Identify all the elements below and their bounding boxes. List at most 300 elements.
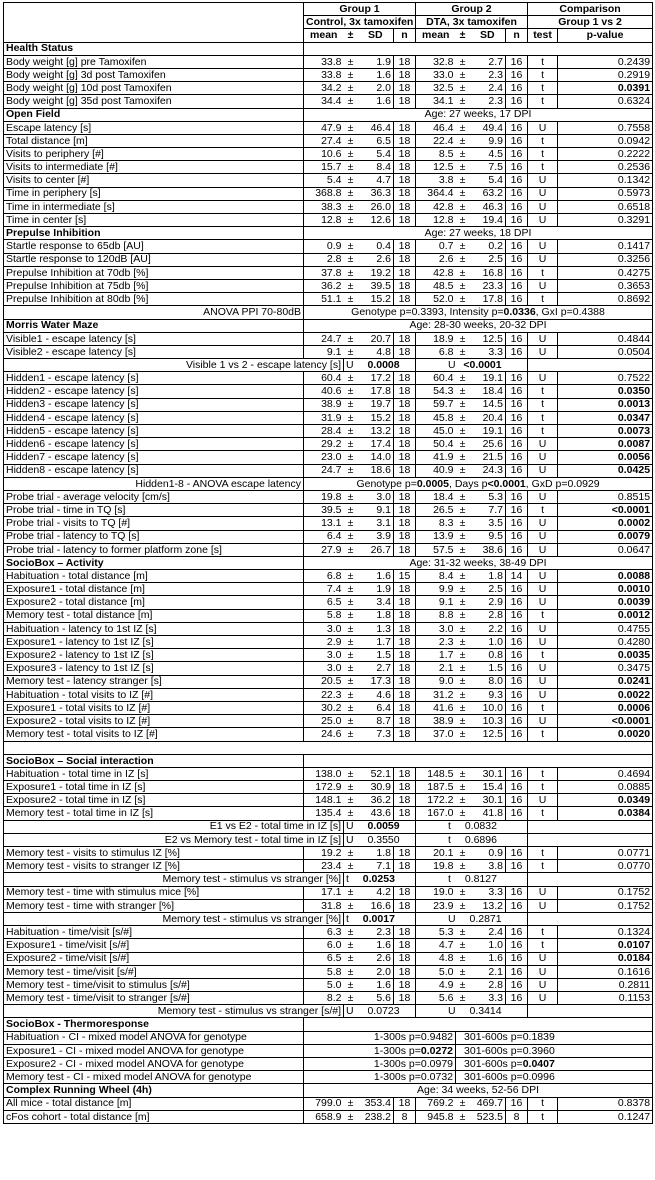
row-label: Habituation - time/visit [s/#]: [4, 926, 304, 939]
group1-n: 18: [394, 490, 416, 503]
group1-pm: ±: [344, 1097, 358, 1110]
p-value: 0.0006: [558, 701, 653, 714]
group1-pm: ±: [344, 438, 358, 451]
test-type: U: [528, 965, 558, 978]
group2-sd: 63.2: [470, 187, 506, 200]
group1-sd: 6.5: [358, 134, 394, 147]
group2-mean: 41.9: [416, 451, 456, 464]
group2-sd: 24.3: [470, 464, 506, 477]
p-value: 0.4755: [558, 622, 653, 635]
group2-pm: ±: [456, 701, 470, 714]
group2-mean: 18.4: [416, 490, 456, 503]
group2-n: 16: [506, 701, 528, 714]
group2-sd: 25.6: [470, 438, 506, 451]
section-header-row: [4, 227, 653, 240]
p-value: <0.0001: [558, 504, 653, 517]
within-p-value: 0.6896: [464, 833, 497, 846]
row-label: Habituation - CI - mixed model ANOVA for genotype: [4, 1031, 304, 1044]
test-type: U: [528, 345, 558, 358]
p-value: <0.0001: [558, 715, 653, 728]
group1-pm: ±: [344, 425, 358, 438]
group1-n: 18: [394, 609, 416, 622]
group2-pm: ±: [456, 926, 470, 939]
test-type: t: [528, 728, 558, 741]
group1-sd: 1.6: [358, 68, 394, 81]
test-type: U: [528, 715, 558, 728]
group1-sd: 12.6: [358, 214, 394, 227]
group1-sd: 2.7: [358, 662, 394, 675]
p-value: 0.2439: [558, 55, 653, 68]
group2-mean: 4.9: [416, 978, 456, 991]
group2-n: 16: [506, 438, 528, 451]
group1-mean: 19.2: [304, 847, 344, 860]
within-p-value: 0.0008: [367, 358, 400, 371]
group2-mean: 12.8: [416, 214, 456, 227]
row-label: Exposure1 - CI - mixed model ANOVA for genotype: [4, 1044, 304, 1057]
section-info: Age: 31-32 weeks, 38-49 DPI: [304, 556, 653, 569]
p-value: 0.0079: [558, 530, 653, 543]
group1-mean: 138.0: [304, 767, 344, 780]
group1-sd: 17.8: [358, 385, 394, 398]
table-row: [4, 701, 653, 714]
group1-sd: 26.0: [358, 200, 394, 213]
spacer-cell: [4, 741, 653, 754]
group1-n: 18: [394, 266, 416, 279]
table-row: [4, 174, 653, 187]
within-p-value: 0.0253: [362, 873, 395, 886]
group2-pm: ±: [456, 332, 470, 345]
row-label: Memory test - total visits to IZ [#]: [4, 728, 304, 741]
table-row: [4, 688, 653, 701]
p-value: 0.1752: [558, 899, 653, 912]
table-row: [4, 675, 653, 688]
col-sd-1: SD: [358, 29, 394, 42]
table-row: [4, 134, 653, 147]
row-label: Probe trial - average velocity [cm/s]: [4, 490, 304, 503]
group1-n: 18: [394, 596, 416, 609]
window-2-result: [456, 1058, 653, 1071]
group2-within-test: [416, 1005, 528, 1018]
within-test-type: t: [448, 833, 451, 846]
thermo-row: [4, 1031, 653, 1044]
section-header-row: [4, 1018, 653, 1031]
group2-sd: 2.8: [470, 978, 506, 991]
test-type: U: [528, 279, 558, 292]
group1-sd: 1.9: [358, 55, 394, 68]
section-header-row: [4, 108, 653, 121]
group1-n: 8: [394, 1110, 416, 1123]
group1-mean: 5.8: [304, 965, 344, 978]
col-sd-2: SD: [470, 29, 506, 42]
row-label: Body weight [g] pre Tamoxifen: [4, 55, 304, 68]
group2-n: 16: [506, 1097, 528, 1110]
group1-n: 18: [394, 55, 416, 68]
group2-n: 16: [506, 425, 528, 438]
group2-n: 16: [506, 992, 528, 1005]
group1-n: 18: [394, 504, 416, 517]
group1-n: 18: [394, 952, 416, 965]
group2-mean: 38.9: [416, 715, 456, 728]
test-type: U: [528, 583, 558, 596]
row-label: Memory test - time/visit to stranger [s/#]: [4, 992, 304, 1005]
p-value: 0.7558: [558, 121, 653, 134]
group2-n: 16: [506, 214, 528, 227]
group1-pm: ±: [344, 939, 358, 952]
group2-sd: 16.8: [470, 266, 506, 279]
group1-mean: 5.4: [304, 174, 344, 187]
group1-sd: 17.3: [358, 675, 394, 688]
group2-mean: 19.0: [416, 886, 456, 899]
group2-pm: ±: [456, 965, 470, 978]
group2-pm: ±: [456, 1097, 470, 1110]
test-type: U: [528, 952, 558, 965]
group1-n: 18: [394, 253, 416, 266]
group1-sd: 7.1: [358, 860, 394, 873]
group2-n: 16: [506, 952, 528, 965]
test-type: t: [528, 266, 558, 279]
group2-sd: 23.3: [470, 279, 506, 292]
group2-mean: 1.7: [416, 649, 456, 662]
spacer-row: [4, 741, 653, 754]
row-label: Habituation - total distance [m]: [4, 570, 304, 583]
p-value: 0.4694: [558, 767, 653, 780]
row-label: Habituation - latency to 1st IZ [s]: [4, 622, 304, 635]
p-value: 0.1324: [558, 926, 653, 939]
within-p-value: 0.0723: [367, 1005, 400, 1018]
group1-mean: 3.0: [304, 662, 344, 675]
group2-n: 16: [506, 860, 528, 873]
p-value: 0.0425: [558, 464, 653, 477]
table-row: [4, 767, 653, 780]
group2-pm: ±: [456, 490, 470, 503]
p-value: 0.2919: [558, 68, 653, 81]
group2-pm: ±: [456, 609, 470, 622]
test-type: t: [528, 134, 558, 147]
window-1-text: 1-300s p=: [373, 1044, 421, 1057]
group1-pm: ±: [344, 266, 358, 279]
test-type: t: [528, 781, 558, 794]
group2-pm: ±: [456, 596, 470, 609]
section-header-row: [4, 42, 653, 55]
group2-n: 8: [506, 1110, 528, 1123]
row-label: Body weight [g] 35d post Tamoxifen: [4, 95, 304, 108]
test-type: U: [528, 240, 558, 253]
group1-sd: 18.6: [358, 464, 394, 477]
group1-within-test: [344, 912, 416, 925]
group2-pm: ±: [456, 253, 470, 266]
group1-mean: 3.0: [304, 622, 344, 635]
window-2-result: [456, 1071, 653, 1084]
group1-sd: 3.0: [358, 490, 394, 503]
group1-pm: ±: [344, 345, 358, 358]
group1-n: 18: [394, 965, 416, 978]
results-body: [4, 42, 653, 1123]
group1-sd: 46.4: [358, 121, 394, 134]
group1-sd: 8.4: [358, 161, 394, 174]
group2-mean: 42.8: [416, 200, 456, 213]
p-value: 0.1342: [558, 174, 653, 187]
group1-n: 18: [394, 187, 416, 200]
group1-sd: 4.6: [358, 688, 394, 701]
group1-sd: 52.1: [358, 767, 394, 780]
group2-mean: 187.5: [416, 781, 456, 794]
group1-pm: ±: [344, 1110, 358, 1123]
group2-mean: 45.8: [416, 411, 456, 424]
group2-pm: ±: [456, 886, 470, 899]
test-type: t: [528, 161, 558, 174]
row-label: Memory test - visits to stranger IZ [%]: [4, 860, 304, 873]
within-group-row: [4, 833, 653, 846]
group1-n: 15: [394, 570, 416, 583]
group1-pm: ±: [344, 728, 358, 741]
group1-pm: ±: [344, 293, 358, 306]
group1-n: 18: [394, 95, 416, 108]
group2-n: 16: [506, 451, 528, 464]
section-header-row: [4, 1084, 653, 1097]
group2-n: 16: [506, 939, 528, 952]
table-row: [4, 279, 653, 292]
table-row: [4, 345, 653, 358]
group1-pm: ±: [344, 200, 358, 213]
group1-sd: 3.4: [358, 596, 394, 609]
group2-n: 16: [506, 781, 528, 794]
group1-within-test: [344, 820, 416, 833]
row-label: Hidden7 - escape latency [s]: [4, 451, 304, 464]
test-type: t: [528, 398, 558, 411]
group2-sd: 18.4: [470, 385, 506, 398]
group1-sd: 26.7: [358, 543, 394, 556]
test-type: t: [528, 847, 558, 860]
group1-pm: ±: [344, 490, 358, 503]
group1-mean: 38.9: [304, 398, 344, 411]
group2-n: 16: [506, 715, 528, 728]
group2-n: 16: [506, 767, 528, 780]
group1-pm: ±: [344, 701, 358, 714]
group1-sd: 6.4: [358, 701, 394, 714]
table-row: [4, 781, 653, 794]
group1-mean: 5.8: [304, 609, 344, 622]
table-row: [4, 886, 653, 899]
group1-sd: 2.0: [358, 965, 394, 978]
group2-n: 16: [506, 636, 528, 649]
section-info: Age: 27 weeks, 17 DPI: [304, 108, 653, 121]
group1-sd: 3.1: [358, 517, 394, 530]
test-type: U: [528, 174, 558, 187]
row-label: cFos cohort - total distance [m]: [4, 1110, 304, 1123]
group1-n: 18: [394, 978, 416, 991]
empty-cell: [528, 359, 653, 372]
group1-sd: 15.2: [358, 411, 394, 424]
group1-mean: 9.1: [304, 345, 344, 358]
group1-within-test: [344, 873, 416, 886]
group2-sd: 3.3: [470, 992, 506, 1005]
results-table: [3, 2, 653, 1124]
test-type: t: [528, 649, 558, 662]
comparison-header: Comparison: [528, 3, 653, 16]
group2-mean: 26.5: [416, 504, 456, 517]
group1-n: 18: [394, 385, 416, 398]
group1-pm: ±: [344, 583, 358, 596]
group1-mean: 13.1: [304, 517, 344, 530]
within-test-type: t: [448, 873, 451, 886]
row-label: Body weight [g] 10d post Tamoxifen: [4, 82, 304, 95]
group2-sd: 7.5: [470, 161, 506, 174]
group2-mean: 9.0: [416, 675, 456, 688]
test-type: t: [528, 807, 558, 820]
group2-n: 16: [506, 596, 528, 609]
table-row: [4, 794, 653, 807]
group1-mean: 23.0: [304, 451, 344, 464]
table-row: [4, 583, 653, 596]
group2-sd: 3.3: [470, 345, 506, 358]
group1-sd: 2.6: [358, 952, 394, 965]
table-row: [4, 253, 653, 266]
group2-sd: 2.4: [470, 82, 506, 95]
group1-header: Group 1: [304, 3, 416, 16]
group2-pm: ±: [456, 398, 470, 411]
group2-mean: 8.3: [416, 517, 456, 530]
test-type: U: [528, 200, 558, 213]
group2-n: 16: [506, 543, 528, 556]
group2-mean: 364.4: [416, 187, 456, 200]
group1-mean: 23.4: [304, 860, 344, 873]
group1-n: 18: [394, 926, 416, 939]
group2-sd: 2.8: [470, 609, 506, 622]
group2-pm: ±: [456, 95, 470, 108]
p-value: 0.8378: [558, 1097, 653, 1110]
group1-mean: 6.5: [304, 596, 344, 609]
group2-pm: ±: [456, 992, 470, 1005]
group1-n: 18: [394, 345, 416, 358]
group1-n: 18: [394, 372, 416, 385]
group1-n: 18: [394, 675, 416, 688]
group2-sd: 9.9: [470, 134, 506, 147]
group2-within-test: [416, 833, 528, 846]
group1-sd: 1.5: [358, 649, 394, 662]
table-row: [4, 517, 653, 530]
group1-sd: 1.8: [358, 609, 394, 622]
group2-sd: 1.5: [470, 662, 506, 675]
group2-sd: 9.3: [470, 688, 506, 701]
table-row: [4, 187, 653, 200]
group1-mean: 6.4: [304, 530, 344, 543]
group2-pm: ±: [456, 570, 470, 583]
test-type: U: [528, 121, 558, 134]
group1-n: 18: [394, 807, 416, 820]
group1-n: 18: [394, 214, 416, 227]
group2-sd: 2.1: [470, 965, 506, 978]
within-p-value: 0.8127: [464, 873, 497, 886]
group2-n: 16: [506, 82, 528, 95]
group1-pm: ±: [344, 372, 358, 385]
group1-mean: 5.0: [304, 978, 344, 991]
group1-pm: ±: [344, 860, 358, 873]
window-2-text: 301-600s p=0.0996: [464, 1071, 555, 1084]
p-value: 0.0184: [558, 952, 653, 965]
group1-mean: 24.7: [304, 464, 344, 477]
group1-pm: ±: [344, 543, 358, 556]
p-value: 0.1417: [558, 240, 653, 253]
group1-within-test: [344, 1005, 416, 1018]
anova-part: Genotype p=: [356, 477, 417, 490]
group2-n: 16: [506, 886, 528, 899]
group1-n: 18: [394, 688, 416, 701]
group2-mean: 60.4: [416, 372, 456, 385]
group1-sd: 2.6: [358, 253, 394, 266]
row-label: Hidden2 - escape latency [s]: [4, 385, 304, 398]
group2-sd: 4.5: [470, 148, 506, 161]
anova-row: [4, 306, 653, 319]
row-label: Memory test - total distance [m]: [4, 609, 304, 622]
group1-mean: 31.9: [304, 411, 344, 424]
test-type: t: [528, 148, 558, 161]
row-label: Memory test - visits to stimulus IZ [%]: [4, 847, 304, 860]
group1-pm: ±: [344, 504, 358, 517]
group2-mean: 31.2: [416, 688, 456, 701]
group2-n: 16: [506, 807, 528, 820]
empty-cell: [528, 833, 653, 846]
row-label: Exposure1 - total time in IZ [s]: [4, 781, 304, 794]
group2-pm: ±: [456, 345, 470, 358]
group1-pm: ±: [344, 134, 358, 147]
window-1-result: [304, 1071, 456, 1084]
test-type: U: [528, 438, 558, 451]
group1-mean: 24.7: [304, 332, 344, 345]
table-row: [4, 372, 653, 385]
anova-part: , Days p: [448, 477, 488, 490]
test-type: U: [528, 214, 558, 227]
group2-pm: ±: [456, 68, 470, 81]
test-type: U: [528, 886, 558, 899]
group2-n: 16: [506, 134, 528, 147]
group1-mean: 8.2: [304, 992, 344, 1005]
group1-mean: 7.4: [304, 583, 344, 596]
row-label: Hidden8 - escape latency [s]: [4, 464, 304, 477]
group2-pm: ±: [456, 952, 470, 965]
row-label: Prepulse Inhibition at 75db [%]: [4, 279, 304, 292]
p-value: 0.0012: [558, 609, 653, 622]
col-n-1: n: [394, 29, 416, 42]
group1-n: 18: [394, 583, 416, 596]
group2-pm: ±: [456, 978, 470, 991]
group2-n: 16: [506, 266, 528, 279]
group1-mean: 33.8: [304, 68, 344, 81]
group2-mean: 59.7: [416, 398, 456, 411]
group1-sd: 1.7: [358, 636, 394, 649]
group2-n: 16: [506, 372, 528, 385]
table-row: [4, 609, 653, 622]
table-row: [4, 385, 653, 398]
p-value: 0.0504: [558, 345, 653, 358]
group2-sd: 30.1: [470, 794, 506, 807]
group2-pm: ±: [456, 451, 470, 464]
row-label: Exposure3 - latency to 1st IZ [s]: [4, 662, 304, 675]
table-row: [4, 425, 653, 438]
within-test-type: t: [448, 820, 451, 833]
group1-subtitle: Control, 3x tamoxifen: [304, 16, 416, 29]
col-test: test: [528, 29, 558, 42]
group2-pm: ±: [456, 411, 470, 424]
within-test-type: U: [346, 820, 354, 833]
group2-pm: ±: [456, 530, 470, 543]
row-label: Exposure2 - CI - mixed model ANOVA for genotype: [4, 1058, 304, 1071]
group2-n: 16: [506, 148, 528, 161]
group1-sd: 9.1: [358, 504, 394, 517]
group1-n: 18: [394, 715, 416, 728]
group1-pm: ±: [344, 965, 358, 978]
test-type: t: [528, 425, 558, 438]
row-label: Visits to intermediate [#]: [4, 161, 304, 174]
